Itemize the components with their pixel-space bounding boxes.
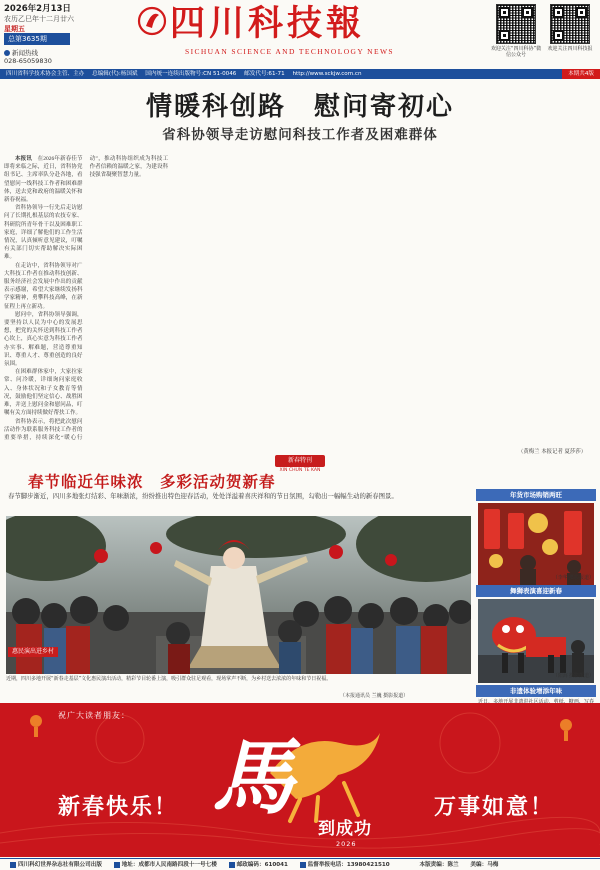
cn-number: 国内统一连续出版物号:CN 51-0046 xyxy=(145,71,237,77)
article-paragraph: 省科协领导一行先后走访慰问了长期扎根基层的农技专家、科研院所青年骨干以及困难职工家庭，详细了解他们的工作生活情况，认真倾听意见建议，叮嘱有关部门切实帮助解决实际困难。 xyxy=(4,205,83,261)
page-designer: 美编：马梅 xyxy=(470,862,499,868)
weekday: 星期五 xyxy=(4,25,25,33)
page-footer xyxy=(0,858,600,870)
side-story-credit: （李华 摄影报道） xyxy=(552,576,594,581)
page-count: 本期共4版 xyxy=(562,69,600,79)
section-tag: 新春特刊 xyxy=(275,455,325,467)
banner-greeting-left: 新春快乐！ xyxy=(58,795,179,820)
newspaper-logo-icon xyxy=(137,6,167,36)
banner-year: 2026 xyxy=(336,840,357,848)
postal-code: 邮发代号:61-71 xyxy=(244,71,285,77)
byline: 本报讯 xyxy=(15,156,32,162)
report-phone: 监督举报电话：13980421510 xyxy=(307,862,390,868)
lunar-date: 农历乙巳年十二月廿六 xyxy=(4,15,74,23)
hotline-label: 新闻热线 xyxy=(12,49,38,57)
calligraphy-horse-character: 馬 xyxy=(212,730,294,826)
side-story-title: 年货市场购销两旺 xyxy=(476,489,596,501)
publisher: 四川科幻世界杂志社有限公司出版 xyxy=(18,862,102,868)
sponsor: 四川省科学技术协会主管、主办 xyxy=(6,71,85,77)
postcode: 邮政编码：610041 xyxy=(236,862,288,868)
date-box xyxy=(4,4,116,34)
issue-date: 2026年2月13日 xyxy=(4,4,71,14)
main-headline: 情暖科创路 慰问寄初心 xyxy=(145,92,454,122)
main-subheadline: 省科协领导走访慰问科技工作者及困难群体 xyxy=(162,127,438,143)
article-credit: （黄梅兰 本报记者 夏莎莎） xyxy=(518,449,587,455)
qr-caption: 欢迎关注“四川科协”微信公众号 xyxy=(490,46,542,58)
banner-greeting-right: 万事如意！ xyxy=(434,795,555,820)
address: 地址：成都市人民南路四段十一号七楼 xyxy=(121,862,217,868)
article-paragraph: 省科协表示，将把此次慰问活动作为联系服务科技工作者的重要举措，持续深化“暖心行动”，推动科协组织成为科技工作者信赖的温暖之家，为建设科技强省凝聚智慧力量。 xyxy=(4,156,169,441)
photo-credit: （本报通讯员 兰巍 摄影报道） xyxy=(340,693,409,699)
phone-icon xyxy=(4,50,10,56)
banner-greeting-center: 到成功 xyxy=(318,819,372,839)
spring-headline: 春节临近年味浓 多彩活动贺新春 xyxy=(28,473,276,491)
qr-code-icon[interactable] xyxy=(550,4,590,44)
newspaper-title: 四川科技報 xyxy=(170,3,366,44)
banner-greeting: 祝广大读者朋友： xyxy=(58,711,130,720)
opera-performance-photo xyxy=(6,516,471,674)
square-bullet-icon xyxy=(229,862,235,868)
square-bullet-icon xyxy=(114,862,120,868)
photo-tag: 惠民演出进乡村 xyxy=(8,647,58,657)
side-story-title: 舞狮表演喜迎新春 xyxy=(476,585,596,597)
website-link[interactable]: http://www.sckjw.com.cn xyxy=(292,71,362,77)
square-bullet-icon xyxy=(10,862,16,868)
section-tag-pinyin: XIN CHUN TE KAN xyxy=(279,468,321,473)
lead-article-body xyxy=(4,155,596,445)
chief-editor: 总编辑(代):杨国斌 xyxy=(92,71,138,77)
newspaper-subtitle-en: SICHUAN SCIENCE AND TECHNOLOGY NEWS xyxy=(185,47,395,56)
article-paragraph: 慰问中，省科协领导强调，要坚持以人民为中心的发展思想，把党的关怀送到科技工作者心坎上，真心实意为科技工作者办实事、解难题，营造尊重知识、尊重人才、尊重创造的良好氛围。 xyxy=(4,311,83,368)
new-year-goods-photo xyxy=(478,503,594,585)
hotline xyxy=(4,49,52,65)
photo-caption: 近期，四川多地开展“新春走基层”文化惠民演出活动，精彩节目轮番上演，吸引群众驻足观看，现场掌声不断，为乡村送去浓浓的年味和节日祝福。 xyxy=(6,676,332,682)
new-year-banner xyxy=(0,703,600,857)
spring-intro: 春节脚步渐近，四川多地张灯结彩、年味渐浓，纷纷推出特色迎春活动，处处洋溢着喜庆祥和的节日氛围，勾勒出一幅幅生动的新春图景。 xyxy=(8,492,398,500)
hotline-number: 028-65059830 xyxy=(4,57,52,65)
article-paragraph: 本报讯 在2026年新春佳节即将来临之际，近日，省科协党组书记、主席率队分赴各地，看望慰问一线科技工作者和困难群体，送去党和政府的温暖关怀和新春祝福。 xyxy=(4,156,83,204)
article-paragraph: 在困难群体家中，大家拉家常、问冷暖，详细询问家庭收入、身体状况和子女教育等情况，鼓励他们坚定信心、战胜困难，并送上慰问金和慰问品，叮嘱有关方面持续做好帮扶工作。 xyxy=(4,369,83,417)
page-editor: 本版责编：陈兰 xyxy=(419,862,459,868)
lion-dance-photo xyxy=(478,599,594,683)
side-story-credit: （阳海 摄影报道） xyxy=(552,674,594,679)
square-bullet-icon xyxy=(300,862,306,868)
article-paragraph: 在走访中，省科协领导对广大科技工作者在推动科技创新、服务经济社会发展中作出的贡献表示感谢，希望大家继续发扬科学家精神，勇攀科技高峰，在新征程上再立新功。 xyxy=(4,262,83,310)
side-story-title: 非遗体验增添年味 xyxy=(476,685,596,697)
qr-code-icon[interactable] xyxy=(496,4,536,44)
issue-number-badge: 总第3635期 xyxy=(4,33,70,45)
qr-caption: 欢迎关注四川科技报 xyxy=(547,46,593,52)
publication-info-bar xyxy=(0,69,600,79)
